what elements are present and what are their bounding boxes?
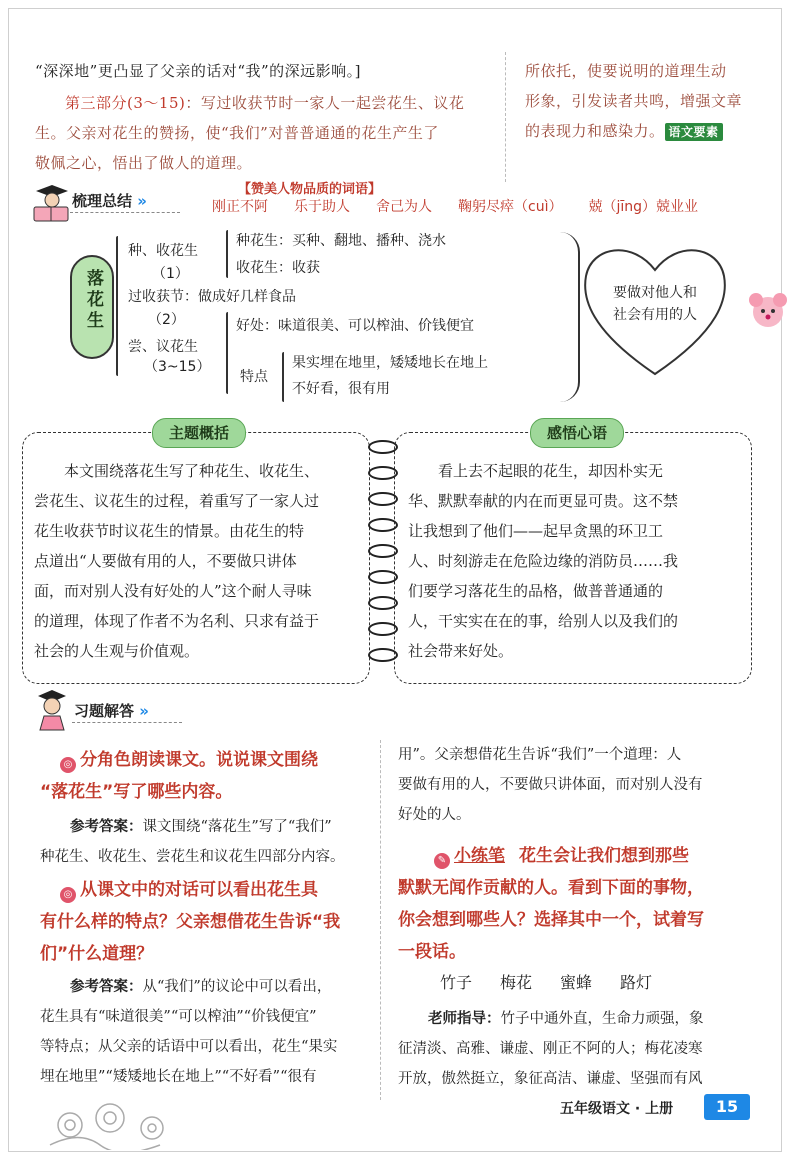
binder-ring (368, 466, 398, 480)
feeling-line: 让我想到了他们——起早贪黑的环卫工 (408, 522, 664, 540)
word-5: 兢（jīng）兢业业 (588, 199, 699, 215)
branch1-b: 收花生：收获 (236, 260, 320, 276)
practice-section (398, 840, 758, 968)
summary-header (72, 190, 147, 211)
answer-1 (40, 812, 375, 872)
practice-items (440, 970, 652, 993)
answer-2-cont (398, 740, 748, 830)
exercises-underline (72, 722, 182, 723)
practice-label: 小练笔 (454, 846, 505, 866)
r-line3: 好处的人。 (398, 807, 471, 823)
r-line1: 用”。父亲想借花生告诉“我们”一个道理：人 (398, 747, 682, 763)
a1-line1: 课文围绕“落花生”写了“我们” (142, 819, 332, 835)
mindmap-center-label: 落花生 (83, 269, 103, 332)
feeling-line: 人、时刻游走在危险边缘的消防员……我 (408, 552, 679, 570)
feeling-line: 华、默默奉献的内在而更显可贵。这不禁 (408, 492, 679, 510)
binder-ring (368, 492, 398, 506)
answer-2 (40, 972, 375, 1092)
answer-label: 参考答案： (70, 978, 143, 995)
double-chevron-icon: » (132, 192, 147, 210)
binder-ring (368, 622, 398, 636)
question-2 (40, 874, 375, 970)
branch1-label: 种、收花生 (128, 243, 198, 259)
outcome-brace (560, 232, 580, 402)
guide-label: 老师指导： (428, 1010, 501, 1027)
feeling-line: 人，干实实在在的事，给别人以及我们的 (408, 612, 679, 630)
branch3-brace (226, 312, 228, 394)
guide-line2: 征清淡、高雅、谦虚、刚正不阿的人；梅花凌寒 (398, 1041, 703, 1057)
reading-student-icon (30, 183, 72, 223)
exercises-header (74, 700, 149, 721)
branch1-a: 种花生：买种、翻地、播种、浇水 (236, 233, 446, 249)
a2-line2: 花生具有“味道很美”“可以榨油”“价钱便宜” (40, 1009, 317, 1025)
branch3-num: （3~15） (144, 359, 211, 375)
theme-line: 的道理，体现了作者不为名利、只求有益于 (34, 612, 320, 630)
binder-ring (368, 648, 398, 662)
theme-line: 社会的人生观与价值观。 (34, 642, 200, 660)
part3-line1 (35, 88, 495, 118)
binder-ring (368, 596, 398, 610)
practice-line3: 你会想到哪些人？选择其中一个，试着写 (398, 910, 704, 930)
feeling-line: 们要学习落花生的品格，做普普通通的 (408, 582, 664, 600)
part3-intro: ：写过收获节时一家人一起尝花生、议花 (185, 94, 465, 112)
feeling-line: 看上去不起眼的花生，却因朴实无 (438, 462, 664, 480)
flower-decoration-icon (40, 1090, 190, 1150)
summary-header-text: 梳理总结 (72, 192, 133, 210)
binder-ring (368, 570, 398, 584)
practice-line4: 一段话。 (398, 942, 466, 962)
branch3-b-label: 特点 (240, 369, 268, 385)
a2-line1: 从“我们”的议论中可以看出， (142, 979, 332, 995)
question-badge-icon: ◎ (60, 887, 76, 903)
question-badge-icon: ◎ (60, 757, 76, 773)
double-chevron-icon: » (134, 702, 149, 720)
branch3-label: 尝、议花生 (128, 339, 198, 355)
word-1: 刚正不阿 (212, 199, 268, 215)
q1-line1: 分角色朗读课文。说说课文围绕 (80, 750, 318, 770)
word-2: 乐于助人 (294, 199, 350, 215)
answer-label: 参考答案： (70, 818, 143, 835)
practice-line1: 花生会让我们想到那些 (519, 846, 689, 866)
tr-line1: 所依托，使要说明的道理生动 (525, 62, 727, 80)
guide-line3: 开放，傲然挺立，象征高洁、谦虚、坚强而有风 (398, 1071, 703, 1087)
tr-line2: 形象，引发读者共鸣，增强文章 (525, 92, 743, 110)
a2-line3: 等特点；从父亲的话语中可以看出，花生“果实 (40, 1039, 338, 1055)
part3-line2: 生。父亲对花生的赞扬，使“我们”对普普通通的花生产生了 (35, 124, 439, 142)
q2-line3: 们”什么道理？ (40, 944, 154, 964)
theme-line: 面，而对别人没有好处的人”这个耐人寻味 (34, 582, 312, 600)
word-3: 舍己为人 (376, 199, 432, 215)
q2-line2: 有什么样的特点？父亲想借花生告诉“我 (40, 912, 341, 932)
a1-line2: 种花生、收花生、尝花生和议花生四部分内容。 (40, 849, 345, 865)
feeling-text (408, 456, 744, 666)
mindmap-center (70, 255, 114, 359)
column-divider-top (505, 52, 506, 182)
theme-text (34, 456, 364, 666)
branch1-brace (226, 230, 228, 278)
feeling-line: 社会带来好处。 (408, 642, 514, 660)
item-bamboo: 竹子 (440, 973, 473, 992)
question-1 (40, 744, 375, 808)
binder-ring (368, 440, 398, 454)
page-number: 15 (704, 1094, 750, 1120)
feature-brace (282, 352, 284, 402)
book-title: 五年级语文 · 上册 (560, 1101, 674, 1117)
tr-line3-text: 的表现力和感染力。 (525, 122, 665, 140)
branch3-b1: 果实埋在地里，矮矮地长在地上 (292, 355, 488, 371)
branch2-num: （2） (148, 312, 185, 328)
heart-shape (580, 240, 730, 378)
part3-line3: 敬佩之心，悟出了做人的道理。 (35, 154, 253, 172)
binder-ring (368, 518, 398, 532)
item-streetlight: 路灯 (620, 973, 653, 992)
main-brace (116, 236, 118, 376)
q2-line1: 从课文中的对话可以看出花生具 (80, 880, 318, 900)
teacher-guide (398, 1004, 750, 1094)
branch3-b2: 不好看，很有用 (292, 381, 390, 397)
mouse-mascot-icon (748, 290, 788, 330)
praise-words (212, 196, 698, 216)
top-line1: “深深地”更凸显了父亲的话对“我”的深远影响。] (35, 62, 362, 80)
feeling-header: 感悟心语 (530, 418, 624, 448)
guide-line1: 竹子中通外直，生命力顽强，象 (500, 1011, 704, 1027)
yuwen-tag: 语文要素 (665, 123, 723, 141)
branch3-a: 好处：味道很美、可以榨油、价钱便宜 (236, 318, 474, 334)
item-bee: 蜜蜂 (560, 973, 593, 992)
r-line2: 要做有用的人，不要做只讲体面，而对别人没有 (398, 777, 703, 793)
column-divider-bottom (380, 740, 381, 1100)
word-4: 鞠躬尽瘁（cuì） (458, 199, 563, 215)
words-title: 【赞美人物品质的词语】 (238, 182, 382, 197)
q1-line2: “落花生”写了哪些内容。 (40, 782, 233, 802)
part3-label: 第三部分(3～15) (65, 94, 186, 112)
branch1-num: （1） (152, 266, 189, 282)
theme-line: 点道出“人要做有用的人，不要做只讲体 (34, 552, 297, 570)
item-plum: 梅花 (500, 973, 533, 992)
summary-underline (70, 212, 180, 213)
theme-line: 本文围绕落花生写了种花生、收花生、 (64, 462, 320, 480)
theme-header: 主题概括 (152, 418, 246, 448)
theme-line: 花生收获节时议花生的情景。由花生的特 (34, 522, 305, 540)
a2-line4: 埋在地里”“矮矮地长在地上”“不好看”“很有 (40, 1069, 317, 1085)
binder-ring (368, 544, 398, 558)
theme-line: 尝花生、议花生的过程，着重写了一家人过 (34, 492, 320, 510)
practice-line2: 默默无闻作贡献的人。看到下面的事物， (398, 878, 704, 898)
pen-badge-icon: ✎ (434, 853, 450, 869)
heart-text: 要做对他人和社会有用的人 (613, 285, 697, 323)
student-girl-icon (34, 688, 70, 732)
branch2-label: 过收获节：做成好几样食品 (128, 289, 296, 305)
tr-line3 (525, 116, 775, 146)
exercises-header-text: 习题解答 (74, 702, 135, 720)
